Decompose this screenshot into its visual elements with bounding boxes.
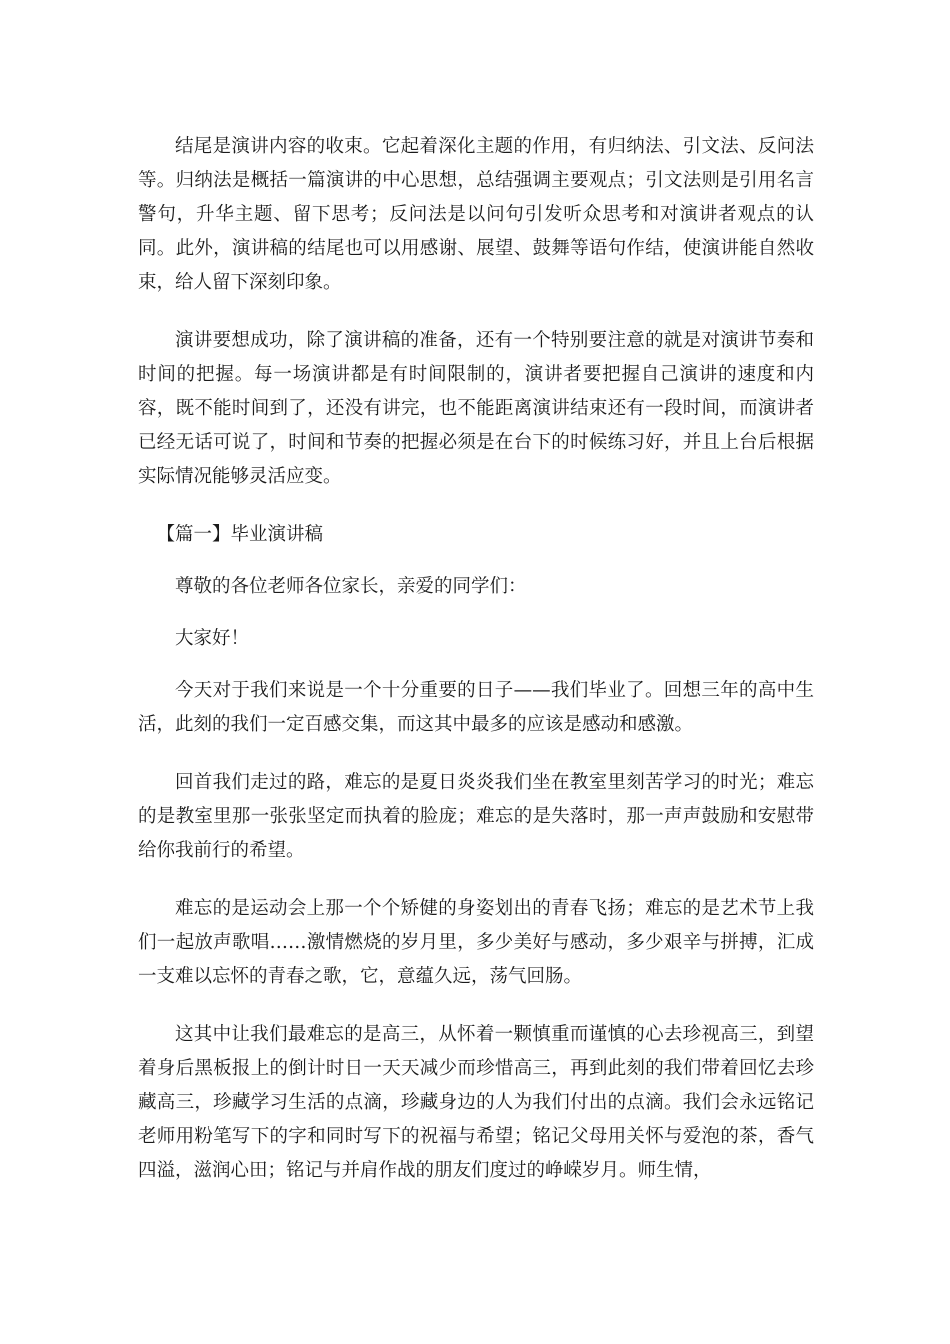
- paragraph-memories-events: 难忘的是运动会上那一个个矫健的身姿划出的青春飞扬；难忘的是艺术节上我们一起放声歌唱……激情燃烧的岁月里，多少美好与感动，多少艰辛与拼搏，汇成一支难以忘怀的青春之歌，它，意蕴久远，荡气回肠。: [138, 898, 814, 987]
- section-heading: 【篇一】毕业演讲稿: [156, 524, 324, 545]
- paragraph-conclusion-methods: 结尾是演讲内容的收束。它起着深化主题的作用，有归纳法、引文法、反问法等。归纳法是概括一篇演讲的中心思想，总结强调主要观点；引文法则是引用名言警句，升华主题、留下思考；反问法是以问句引发听众思考和对演讲者观点的认同。此外，演讲稿的结尾也可以用感谢、展望、鼓舞等语句作结，使演讲能自然收束，给人留下深刻印象。: [138, 136, 814, 293]
- salutation: 尊敬的各位老师各位家长，亲爱的同学们：: [175, 576, 527, 597]
- paragraph-timing-rhythm: 演讲要想成功，除了演讲稿的准备，还有一个特别要注意的就是对演讲节奏和时间的把握。每一场演讲都是有时间限制的，演讲者要把握自己演讲的速度和内容，既不能时间到了，还没有讲完，也不能距离演讲结束还有一段时间，而演讲者已经无话可说了，时间和节奏的把握必须是在台下的时候练习好，并且上台后根据实际情况能够灵活应变。: [138, 330, 814, 487]
- paragraph-graduation-day: 今天对于我们来说是一个十分重要的日子——我们毕业了。回想三年的高中生活，此刻的我们一定百感交集，而这其中最多的应该是感动和感激。: [138, 680, 814, 735]
- greeting: 大家好！: [175, 628, 250, 649]
- paragraph-memories-classroom: 回首我们走过的路，难忘的是夏日炎炎我们坐在教室里刻苦学习的时光；难忘的是教室里那一张张坚定而执着的脸庞；难忘的是失落时，那一声声鼓励和安慰带给你我前行的希望。: [138, 772, 814, 861]
- document-body: [138, 130, 814, 1212]
- paragraph-senior-year: 这其中让我们最难忘的是高三，从怀着一颗慎重而谨慎的心去珍视高三，到望着身后黑板报上的倒计时日一天天减少而珍惜高三，再到此刻的我们带着回忆去珍藏高三，珍藏学习生活的点滴，珍藏身边的人为我们付出的点滴。我们会永远铭记老师用粉笔写下的字和同时写下的祝福与希望；铭记父母用关怀与爱泡的茶，香气四溢，滋润心田；铭记与并肩作战的朋友们度过的峥嵘岁月。师生情，: [138, 1024, 814, 1181]
